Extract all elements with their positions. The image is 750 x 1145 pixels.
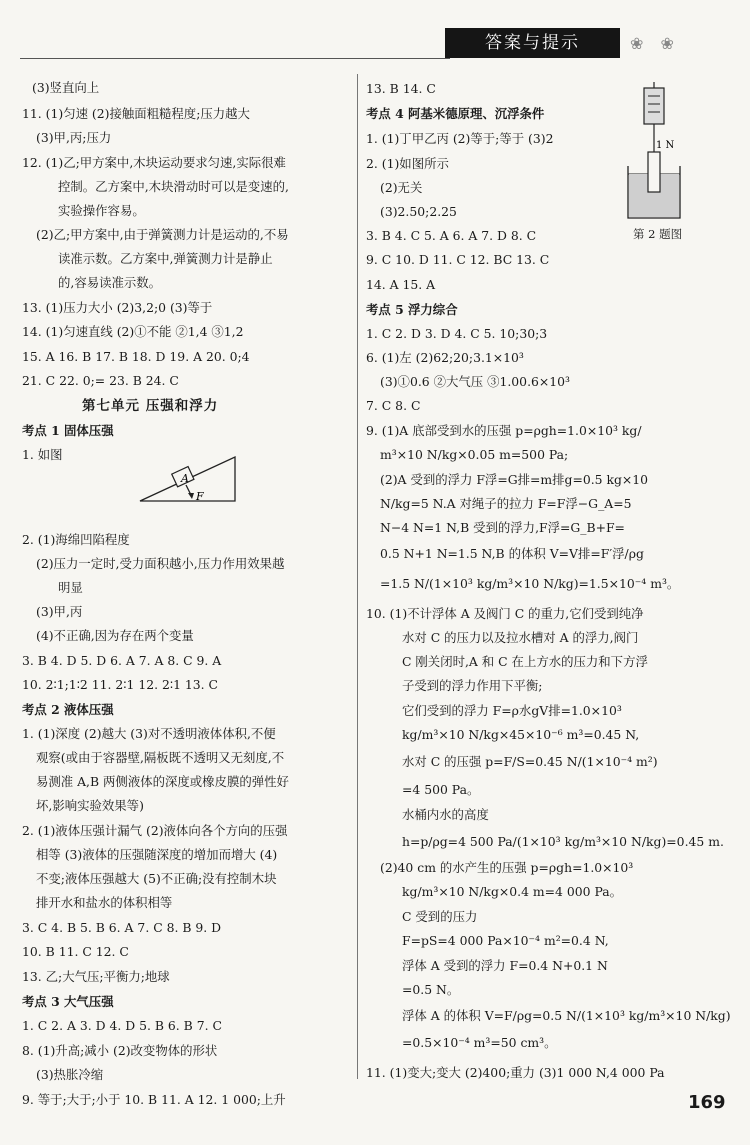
header-decoration: ❀ ❀ [630,34,680,53]
answer-line: 1. (1)深度 (2)越大 (3)对不透明液体体积,不便 [22,726,276,741]
answer-line: 1. (1)丁甲乙丙 (2)等于;等于 (3)2 [366,131,554,146]
answer-line: 10. (1)不计浮体 A 及阀门 C 的重力,它们受到纯净 [366,606,644,621]
answer-line: h=p/ρg=4 500 Pa/(1×10³ kg/m³×10 N/kg)=0.45 m. [402,834,724,849]
answer-line: (2)A 受到的浮力 F浮=G排=m排g=0.5 kg×10 [380,472,649,487]
answer-line: 14. A 15. A [366,277,436,292]
unit-title: 第七单元 压强和浮力 [82,398,219,414]
answer-line: 1. C 2. A 3. D 4. D 5. B 6. B 7. C [22,1018,222,1033]
figure-caption: 第 2 题图 [633,227,683,241]
answer-line: 3. B 4. C 5. A 6. A 7. D 8. C [366,228,537,243]
answer-line: 浮体 A 受到的浮力 F=0.4 N+0.1 N [402,958,608,973]
answer-line: 21. C 22. 0;= 23. B 24. C [22,373,179,388]
answer-line: 1. 如图 [22,447,63,462]
spring-scale-diagram [622,82,686,222]
answer-line: 子受到的浮力作用下平衡; [402,678,543,693]
answer-line: N/kg=5 N.A 对绳子的拉力 F=F浮−G_A=5 [380,496,632,511]
answer-line: 浮体 A 的体积 V=F/ρg=0.5 N/(1×10³ kg/m³×10 N/kg) [402,1008,731,1023]
section-heading: 考点 1 固体压强 [22,423,114,438]
answer-line: 1. C 2. D 3. D 4. C 5. 10;30;3 [366,326,548,341]
answer-line: F=pS=4 000 Pa×10⁻⁴ m²=0.4 N, [402,933,609,948]
answer-line: =1.5 N/(1×10³ kg/m³×10 N/kg)=1.5×10⁻⁴ m³。 [380,576,680,591]
answer-line: 7. C 8. C [366,398,421,413]
answer-line: 水对 C 的压强 p=F/S=0.45 N/(1×10⁻⁴ m²) [402,754,658,769]
answer-line: (3)甲,丙 [36,604,83,619]
answer-line: 它们受到的浮力 F=ρ水gV排=1.0×10³ [402,703,622,718]
answer-line: m³×10 N/kg×0.05 m=500 Pa; [380,447,569,462]
scale-body [644,88,664,124]
answer-line: 14. (1)匀速直线 (2)①不能 ②1,4 ③1,2 [22,324,244,339]
answer-line: 10. B 11. C 12. C [22,944,129,959]
answer-line: (3)2.50;2.25 [380,204,457,219]
scale-reading: 1 N [656,140,675,151]
answer-line: N−4 N=1 N,B 受到的浮力,F浮=G_B+F= [380,520,625,535]
answer-line: (2)40 cm 的水产生的压强 p=ρgh=1.0×10³ [380,860,634,875]
answer-line: 水桶内水的高度 [402,807,489,822]
answer-line: 实验操作容易。 [58,203,145,218]
answer-line: (2)乙;甲方案中,由于弹簧测力计是运动的,不易 [36,227,289,242]
answer-line: 3. B 4. D 5. D 6. A 7. A 8. C 9. A [22,653,222,668]
answer-line: 水对 C 的压力以及拉水槽对 A 的浮力,阀门 [402,630,639,645]
answer-line: (3)甲,丙;压力 [36,130,112,145]
answer-line: 坏,影响实验效果等) [36,798,144,813]
answer-line: C 刚关闭时,A 和 C 在上方水的压力和下方浮 [402,654,648,669]
answer-line: kg/m³×10 N/kg×45×10⁻⁶ m³=0.45 N, [402,727,640,742]
answer-line: 6. (1)左 (2)62;20;3.1×10³ [366,350,524,365]
answer-line: 9. (1)A 底部受到水的压强 p=ρgh=1.0×10³ kg/ [366,423,642,438]
answer-line: 3. C 4. B 5. B 6. A 7. C 8. B 9. D [22,920,222,935]
answer-line: 13. (1)压力大小 (2)3,2;0 (3)等于 [22,300,213,315]
answer-line: 8. (1)升高;减小 (2)改变物体的形状 [22,1043,218,1058]
answer-line: (3)热胀冷缩 [36,1067,104,1082]
answer-line: (2)压力一定时,受力面积越小,压力作用效果越 [36,556,285,571]
answer-line: kg/m³×10 N/kg×0.4 m=4 000 Pa。 [402,884,622,899]
answer-line: =0.5 N。 [402,982,460,997]
answer-line: 0.5 N+1 N=1.5 N,B 的体积 V=V排=F′浮/ρg [380,546,644,561]
answer-line: 排开水和盐水的体积相等 [36,895,173,910]
submerged-block [648,152,660,192]
answer-line: =0.5×10⁻⁴ m³=50 cm³。 [402,1035,557,1050]
section-heading: 考点 2 液体压强 [22,702,114,717]
answer-line: (3)①0.6 ②大气压 ③1.00.6×10³ [380,374,571,389]
answer-line: 2. (1)如图所示 [366,156,449,171]
answer-line: (4)不正确,因为存在两个变量 [36,628,194,643]
section-heading: 考点 3 大气压强 [22,994,114,1009]
answer-line: C 受到的压力 [402,909,478,924]
answer-line: 2. (1)海绵凹陷程度 [22,532,130,547]
answer-line: (3)竖直向上 [32,80,100,95]
answer-line: 9. C 10. D 11. C 12. BC 13. C [366,252,550,267]
section-heading: 考点 4 阿基米德原理、沉浮条件 [366,106,545,121]
force-arrowhead [188,493,194,499]
answer-line: =4 500 Pa。 [402,782,480,797]
answer-line: 2. (1)液体压强计漏气 (2)液体向各个方向的压强 [22,823,288,838]
answer-line: 易测准 A,B 两侧液体的深度或橡皮膜的弹性好 [36,774,289,789]
answer-line: 明显 [58,580,83,595]
header-banner [445,28,620,58]
header-rule [20,58,450,59]
answer-line: 11. (1)匀速 (2)接触面粗糙程度;压力越大 [22,106,250,121]
answer-line: 相等 (3)液体的压强随深度的增加而增大 (4) [36,847,278,862]
block-label: A [181,472,189,485]
force-label: F [196,490,204,503]
header-title: 答案与提示 [485,33,580,53]
section-heading: 考点 5 浮力综合 [366,302,458,317]
answer-line: 不变;液体压强越大 (5)不正确;没有控制木块 [36,871,277,886]
answer-line: 控制。乙方案中,木块滑动时可以是变速的, [58,179,289,194]
answer-line: 13. B 14. C [366,81,436,96]
answer-line: 的,容易读准示数。 [58,275,162,290]
answer-line: 10. 2∶1;1∶2 11. 2∶1 12. 2∶1 13. C [22,677,219,692]
answer-line: 12. (1)乙;甲方案中,木块运动要求匀速,实际很难 [22,155,286,170]
answer-line: 9. 等于;大于;小于 10. B 11. A 12. 1 000;上升 [22,1092,286,1107]
column-divider [357,74,358,1079]
answer-line: (2)无关 [380,180,423,195]
answer-line: 读准示数。乙方案中,弹簧测力计是静止 [58,251,273,266]
page-number: 169 [688,1092,726,1113]
answer-line: 15. A 16. B 17. B 18. D 19. A 20. 0;4 [22,349,250,364]
answer-line: 观察(或由于容器壁,隔板既不透明又无刻度,不 [36,750,285,765]
answer-line: 13. 乙;大气压;平衡力;地球 [22,969,170,984]
incline-block-diagram [135,455,245,505]
answer-line: 11. (1)变大;变大 (2)400;重力 (3)1 000 N,4 000 Pa [366,1065,665,1080]
